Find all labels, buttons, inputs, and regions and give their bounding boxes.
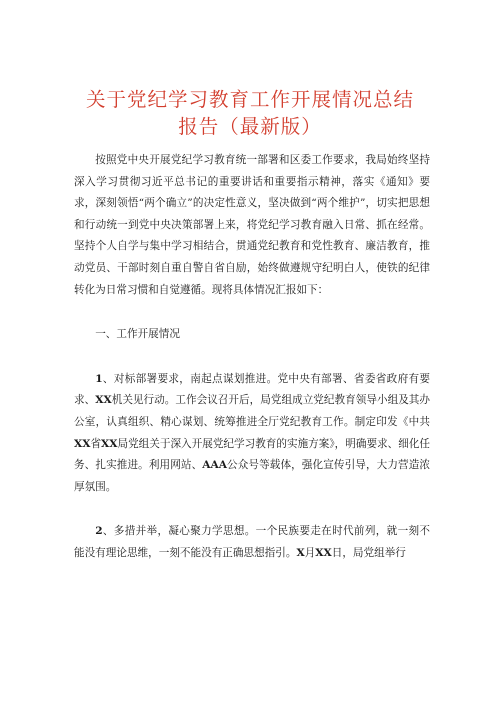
item-2-paragraph: 2、多措并举，凝心聚力学思想。一个民族要走在时代前列，就一刻不能没有理论思维，一刻不能没有正确思想指引。X月XX日，局党组举行 xyxy=(74,525,430,559)
item-1-number: 1 xyxy=(95,372,103,385)
section-heading: 一、工作开展情况 xyxy=(95,328,180,341)
title-line-2: 报告（最新版） xyxy=(178,115,322,138)
intro-paragraph: 按照党中央开展党纪学习教育统一部署和区委工作要求，我局始终坚持深入学习贯彻习近平总书记的重要讲话和重要指示精神，落实《通知》要求，深刻领悟“两个确立”的决定性意义，坚决做到“两个维护”，切实把思想和行动统一到党中央决策部署上来，将党纪学习教育融入日常、抓在经常。坚持个人自学与集中学习相结合，贯通党纪教育和党性教育、廉洁教育，推动党员、干部时刻自重自警自省自励，始终做遵规守纪明白人，使铁的纪律转化为日常习惯和自觉遵循。现将具体情况汇报如下： xyxy=(74,154,430,296)
item-2-number: 2 xyxy=(95,525,103,538)
item-1-paragraph: 1、对标部署要求，南起点谋划推进。党中央有部署、省委省政府有要求、XX机关见行动。工作会议召开后，局党组成立党纪教育领导小组及其办公室，认真组织、精心谋划、统筹推进全厅党纪教育工作。制定印发《中共XX省XX局党组关于深入开展党纪学习教育的实施方案》，明确要求、细化任务、扎实推进。利用网站、AAA公众号等载体，强化宣传引导，大力营造浓厚氛围。 xyxy=(74,372,431,493)
document-body xyxy=(74,150,430,565)
title-line-1: 关于党纪学习教育工作开展情况总结 xyxy=(85,88,414,111)
document-title xyxy=(40,86,460,140)
